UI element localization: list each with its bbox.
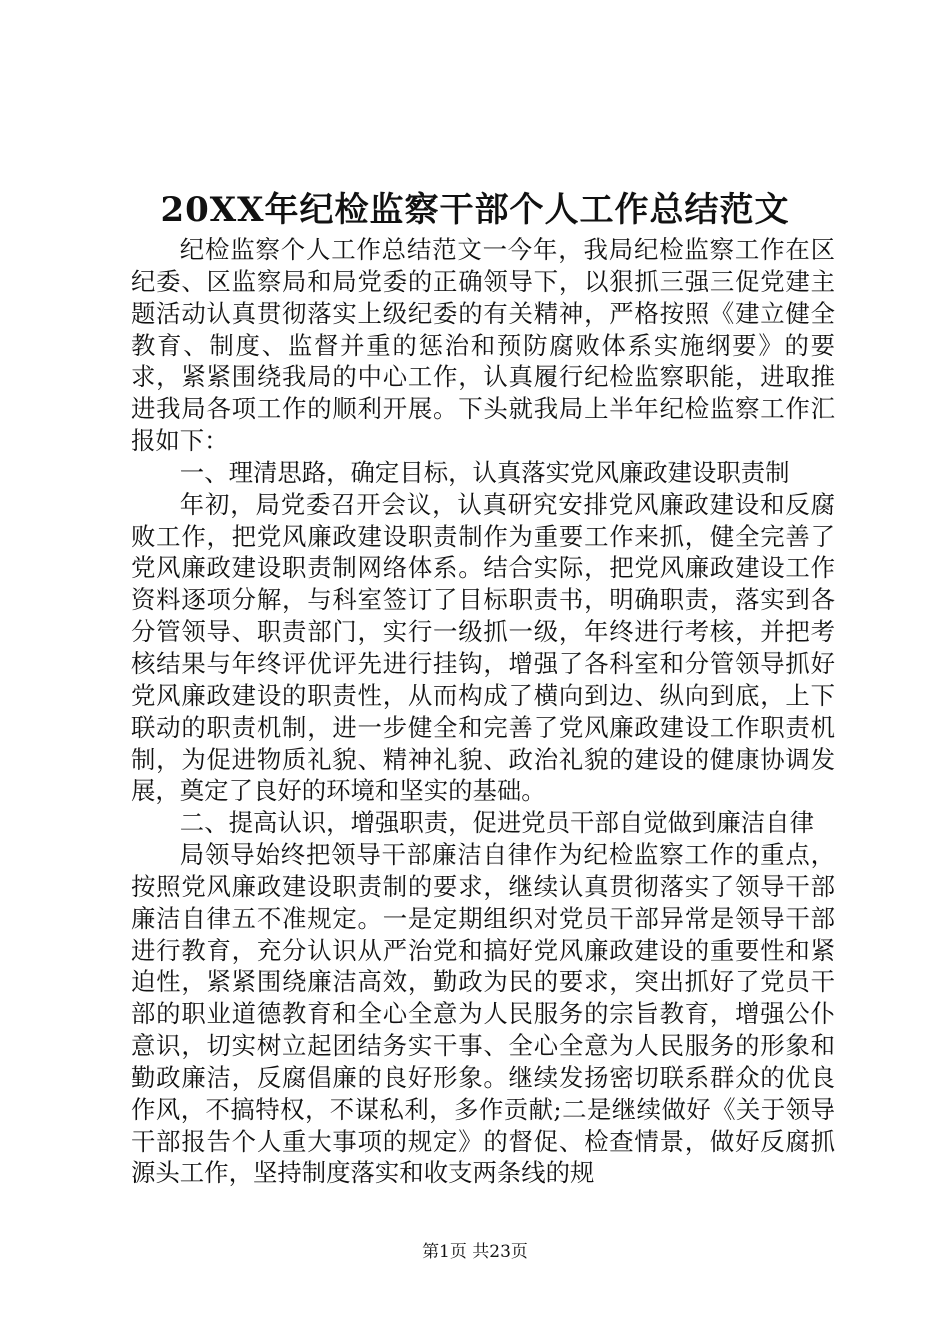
paragraph-intro: 纪检监察个人工作总结范文一今年，我局纪检监察工作在区纪委、区监察局和局党委的正确领导下，以狠抓三强三促党建主题活动认真贯彻落实上级纪委的有关精神，严格按照《建立健全教育、制度、监督并重的惩治和预防腐败体系实施纲要》的要求，紧紧围绕我局的中心工作，认真履行纪检监察职能，进取推进我局各项工作的顺利开展。下头就我局上半年纪检监察工作汇报如下：: [131, 235, 835, 456]
section-heading-2: 二、提高认识，增强职责，促进党员干部自觉做到廉洁自律: [179, 808, 814, 838]
section-heading-1: 一、理清思路，确定目标，认真落实党风廉政建设职责制: [179, 457, 790, 487]
page-number-footer: 第1页 共23页: [422, 1242, 528, 1262]
paragraph-section-2: 局领导始终把领导干部廉洁自律作为纪检监察工作的重点，按照党风廉政建设职责制的要求，继续认真贯彻落实了领导干部廉洁自律五不准规定。一是定期组织对党员干部异常是领导干部进行教育，充分认识从严治党和搞好党风廉政建设的重要性和紧迫性，紧紧围绕廉洁高效，勤政为民的要求，突出抓好了党员干部的职业道德教育和全心全意为人民服务的宗旨教育，增强公仆意识，切实树立起团结务实干事、全心全意为人民服务的形象和勤政廉洁，反腐倡廉的良好形象。继续发扬密切联系群众的优良作风，不搞特权，不谋私利，多作贡献;二是继续做好《关于领导干部报告个人重大事项的规定》的督促、检查情景，做好反腐抓源头工作，坚持制度落实和收支两条线的规: [131, 840, 835, 1188]
document-body: [131, 234, 835, 1189]
paragraph-section-1: 年初，局党委召开会议，认真研究安排党风廉政建设和反腐败工作，把党风廉政建设职责制作为重要工作来抓，健全完善了党风廉政建设职责制网络体系。结合实际，把党风廉政建设工作资料逐项分解，与科室签订了目标职责书，明确职责，落实到各分管领导、职责部门，实行一级抓一级，年终进行考核，并把考核结果与年终评优评先进行挂钩，增强了各科室和分管领导抓好党风廉政建设的职责性，从而构成了横向到边、纵向到底，上下联动的职责机制，进一步健全和完善了党风廉政建设工作职责机制，为促进物质礼貌、精神礼貌、政治礼貌的建设的健康协调发展，奠定了良好的环境和坚实的基础。: [131, 489, 835, 806]
document-title: 20XX年纪检监察干部个人工作总结范文: [160, 190, 790, 230]
